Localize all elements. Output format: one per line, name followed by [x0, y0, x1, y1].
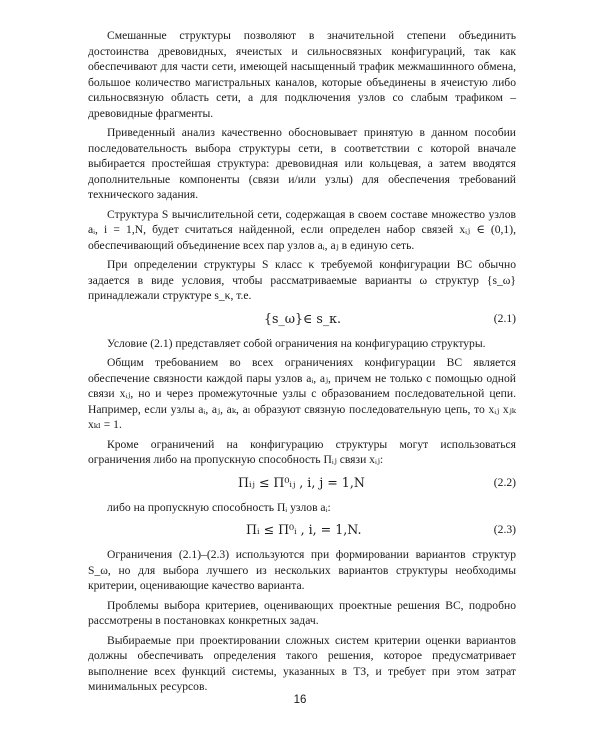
page-number: 16: [293, 694, 307, 706]
paragraph: Проблемы выбора критериев, оценивающих проектные решения ВС, подробно рассмотрены в постановках конкретных задач.: [88, 598, 516, 627]
equation-2-1: [88, 308, 516, 332]
equation-expression: Пᵢⱼ ≤ П⁰ᵢⱼ , i, j = 1,N: [238, 474, 365, 490]
document-body: [88, 28, 516, 699]
equation-number: (2.2): [493, 475, 516, 489]
equation-number: (2.3): [493, 523, 516, 536]
equation-expression: Пᵢ ≤ П⁰ᵢ , i, = 1,N.: [246, 522, 362, 537]
equation-2-3: [88, 519, 516, 543]
paragraph: При определении структуры S класс κ требуемой конфигурации ВС обычно задается в виде условия, чтобы рассматриваемые варианты ω структур {s_ω} принадлежали структуре s_κ, т.е.: [88, 258, 516, 302]
paragraph: Общим требованием во всех ограничениях конфигурации ВС является обеспечение связности каждой пары узлов aᵢ, aⱼ, причем не только с помощью одной связи xᵢⱼ, но и через промежуточные узлы с образованием последовательной цепи. Например, если узлы aᵢ, aⱼ, aₖ, aₗ образуют связную последовательную цепь, то xᵢⱼ xⱼₖ xₖₗ = 1.: [88, 356, 516, 431]
paragraph: Выбираемые при проектировании сложных систем критерии оценки вариантов должны обеспечивать определения такого решения, которое предусматривает выполнение всех функций системы, указанных в ТЗ, и требует при этом затрат минимальных ресурсов.: [88, 633, 516, 693]
paragraph: Условие (2.1) представляет собой ограничения на конфигурацию структуры.: [107, 336, 486, 350]
paragraph: Ограничения (2.1)–(2.3) используются при формировании вариантов структур S_ω, но для выбора лучшего из нескольких вариантов структуры необходимы критерии, оценивающие качество варианта.: [88, 548, 516, 592]
equation-expression: {s_ω}∈ s_κ.: [264, 310, 342, 326]
equation-2-2: [88, 472, 516, 496]
paragraph: Кроме ограничений на конфигурацию структуры могут использоваться ограничения либо на пропускную способность Пᵢⱼ связи xᵢⱼ:: [88, 437, 516, 466]
paragraph: Приведенный анализ качественно обосновывает принятую в данном пособии последовательность выбора структуры сети, в соответствии с которой вначале выбирается простейшая структура: древовидная или кольцевая, а затем вводятся дополнительные компоненты (связи и/или узлы) для обеспечения требований технического задания.: [88, 126, 516, 201]
equation-number: (2.1): [493, 311, 516, 325]
paragraph: Структура S вычислительной сети, содержащая в своем составе множество узлов aᵢ, i = 1,N, будет считаться найденной, если определен набор связей xᵢⱼ ∈ (0,1), обеспечивающий объединение всех пар узлов aᵢ, aⱼ в единую сеть.: [88, 207, 516, 252]
paragraph: либо на пропускную способность Пᵢ узлов aᵢ:: [107, 500, 331, 514]
paragraph: Смешанные структуры позволяют в значительной степени объединить достоинства древовидных, ячеистых и сильносвязных конфигураций, так как обеспечивают для части сети, имеющей насыщенный трафик межмашинного обмена, большое количество магистральных каналов, которые объединены в ячеистую либо сильносвязную область сети, а для подключения узлов со слабым трафиком – древовидные фрагменты.: [88, 29, 516, 120]
